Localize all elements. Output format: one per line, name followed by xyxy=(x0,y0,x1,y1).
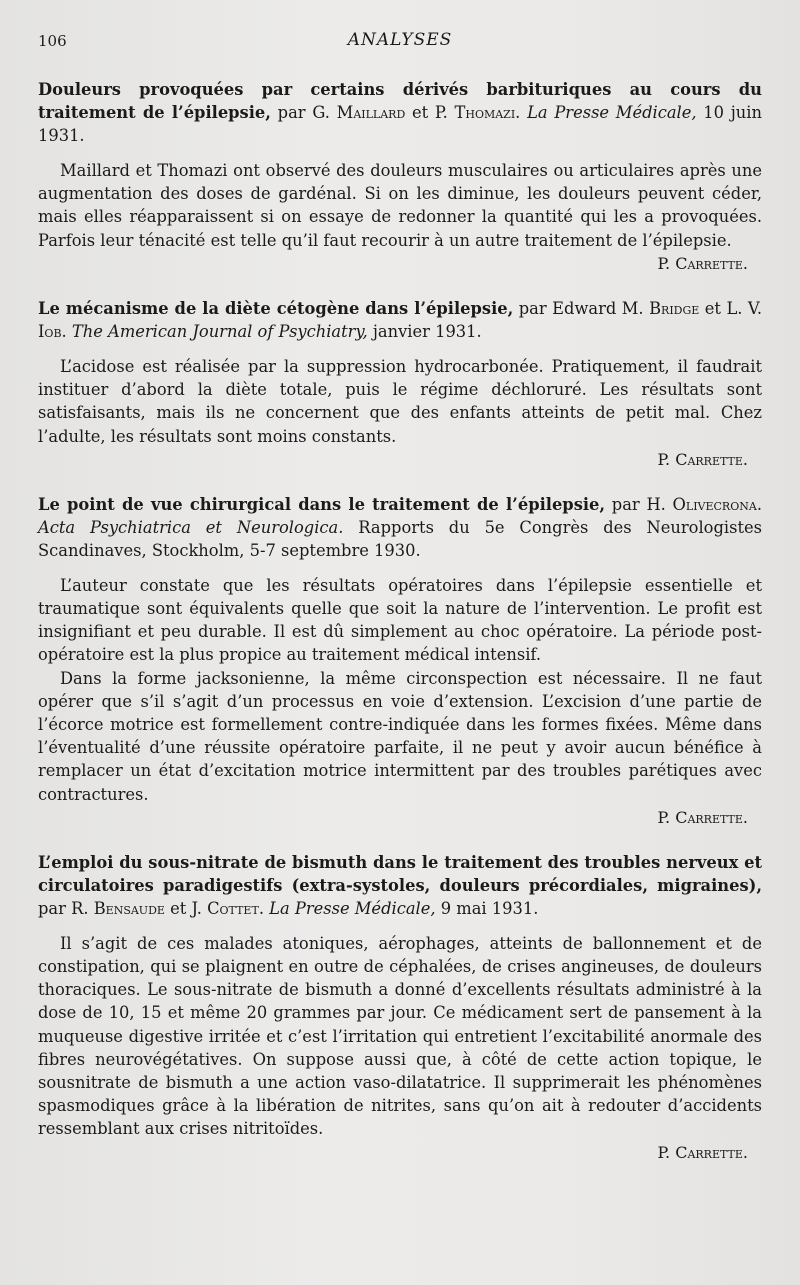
journal-source: The American Journal of Psychiatry, xyxy=(71,322,368,342)
article-title: L’emploi du sous-nitrate de bismuth dans le traitement des troubles nerveux et circulatoires paradigestifs (extra-systoles, douleurs précordiales, migraines), xyxy=(38,852,762,895)
signature: P. Carrette. xyxy=(657,1142,748,1162)
byline-text: . xyxy=(61,322,72,342)
byline-text: . xyxy=(258,898,270,918)
byline-text: et L. V. xyxy=(699,299,762,319)
signature: P. Carrette. xyxy=(657,807,748,827)
article-title: Douleurs provoquées par certains dérivés barbituriques au cours du traitement de l’épilepsie, xyxy=(38,80,762,122)
journal-source: Acta Psychiatrica et Neurologica. xyxy=(38,517,344,537)
author-name: Iob xyxy=(38,322,62,342)
article-4 xyxy=(38,851,762,1164)
article-heading xyxy=(38,297,762,343)
article-heading xyxy=(38,493,762,562)
publication-date: 9 mai 1931. xyxy=(435,898,539,918)
article-heading xyxy=(38,78,762,147)
signature: P. Carrette. xyxy=(657,253,748,273)
author-name: Maillard xyxy=(336,103,406,122)
byline-text: par Edward M. xyxy=(513,299,650,319)
author-name: Olivecrona xyxy=(672,494,757,514)
article-paragraph: Il s’agit de ces malades atoniques, aérophages, atteints de ballonnement et de constipation, qui se plaignent en outre de céphalées, de crises angineuses, de douleurs thoraciques. Le sous-nitrate de bismuth a donné d’excellents résultats administré à la dose de 10, 15 et même 20 grammes par jour. Ce médicament sert de pansement à la muqueuse digestive irritée et c’est l’irritation qui entretient l’excitabilité anormale des fibres neurovégétatives. On suppose aussi que, à côté de cette action topique, le sousnitrate de bismuth a une action vaso-dilatatrice. Il supprimerait les phénomènes spasmodiques grâce à la libération de nitrites, sans qu’on ait à redouter d’accidents ressemblant aux crises nitritoïdes. xyxy=(38,933,762,1139)
byline-text: . xyxy=(515,103,528,122)
author-name: Thomazi xyxy=(454,103,516,122)
article-title: Le point de vue chirurgical dans le traitement de l’épilepsie, xyxy=(38,494,606,514)
article-heading xyxy=(38,851,762,920)
publication-date: Rapports du 5e Congrès des Neurologistes Scandinaves, Stockholm, 5-7 septembre 1930. xyxy=(38,517,762,560)
article-paragraph xyxy=(38,159,762,273)
journal-source: La Presse Médicale, xyxy=(269,898,436,918)
article-1 xyxy=(38,78,762,275)
publication-date: janvier 1931. xyxy=(367,322,482,342)
byline-text: par R. xyxy=(38,898,94,918)
byline-text: et J. xyxy=(164,898,208,918)
page-number: 106 xyxy=(38,32,67,50)
journal-source: La Presse Médicale, xyxy=(527,103,697,122)
signature: P. Carrette. xyxy=(657,449,748,469)
article-paragraph: Dans la forme jacksonienne, la même circonspection est nécessaire. Il ne faut opérer que s’il s’agit d’un processus en voie d’extension. L’excision d’une partie de l’écorce motrice est formellement contre-indiquée dans les formes fixées. Même dans l’éventualité d’une réussite opératoire parfaite, il ne peut y avoir aucun bénéfice à remplacer un état d’excitation motrice intermittent par des troubles parétiques avec contractures. xyxy=(38,668,762,804)
article-2 xyxy=(38,297,762,471)
byline-text: par H. xyxy=(605,494,673,514)
byline-text: . xyxy=(756,494,762,514)
article-title: Le mécanisme de la diète cétogène dans l’épilepsie, xyxy=(38,299,514,319)
author-name: Bensaude xyxy=(93,898,165,918)
byline-text: par G. xyxy=(270,103,337,122)
article-paragraph: L’acidose est réalisée par la suppression hydrocarbonée. Pratiquement, il faudrait instituer d’abord la diète totale, puis le régime déchloruré. Les résultats sont satisfaisants, mais ils ne concernent que des enfants atteints de petit mal. Chez l’adulte, les résultats sont moins constants. xyxy=(38,357,762,446)
paragraph-text: Maillard et Thomazi ont observé des douleurs musculaires ou articulaires après une augmentation des doses de gardénal. Si on les diminue, les douleurs peuvent céder, mais elles réapparaissent si on essaye de redonner la quantité qui les a provoquées. Parfois leur ténacité est telle qu’il faut recourir à un autre traitement de l’épilepsie. xyxy=(38,161,762,250)
author-name: Cottet xyxy=(207,898,259,918)
article-3 xyxy=(38,493,762,829)
byline-text: et P. xyxy=(405,103,455,122)
running-header xyxy=(38,30,762,56)
article-paragraph: L’auteur constate que les résultats opératoires dans l’épilepsie essentielle et traumatique sont équivalents quelle que soit la nature de l’intervention. Le profit est insignifiant et peu durable. Il est dû simplement au choc opératoire. La période post-opératoire est la plus propice au traitement médical intensif. xyxy=(38,575,762,665)
publication-date: 10 juin 1931. xyxy=(38,103,762,145)
running-title: ANALYSES xyxy=(347,30,453,50)
author-name: Bridge xyxy=(649,299,700,319)
